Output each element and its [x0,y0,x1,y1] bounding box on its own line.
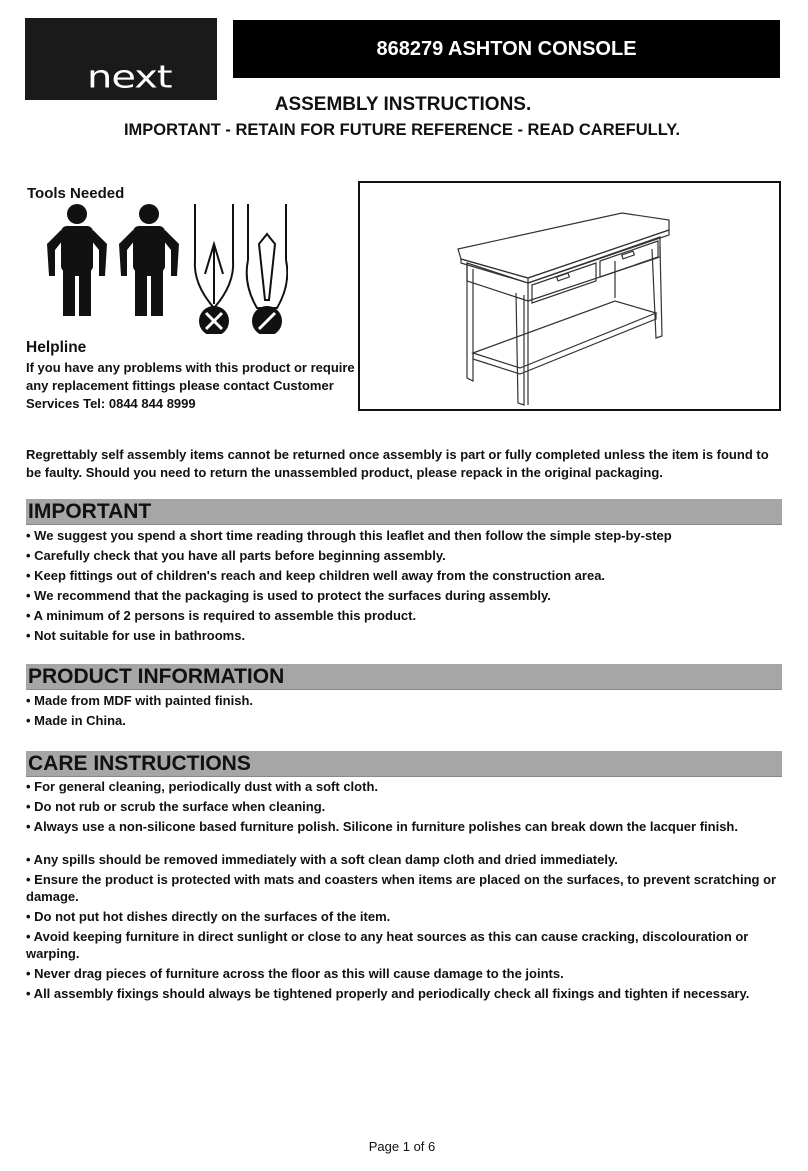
logo-wordmark: next [87,59,172,96]
page-heading: ASSEMBLY INSTRUCTIONS. [274,94,532,115]
page-subheading: IMPORTANT - RETAIN FOR FUTURE REFERENCE - READ CAREFULLY. [123,121,681,139]
important-list [26,527,786,647]
list-item: • Do not rub or scrub the surface when cleaning. [26,799,326,814]
section-title: CARE INSTRUCTIONS [28,752,251,775]
list-item: • Any spills should be removed immediately with a soft clean damp cloth and dried immediately. [26,852,618,867]
list-item: • Keep fittings out of children's reach and keep children well away from the construction area. [26,568,606,583]
list-item: • Never drag pieces of furniture across the floor as this will cause damage to the joints. [26,966,564,981]
person-icon [119,204,179,316]
product-title: 868279 ASHTON CONSOLE [376,37,637,60]
return-notice: Regrettably self assembly items cannot be returned once assembly is part or fully completed unless the item is found to be faulty. Should you need to return the unassembled product, please repack in the original packaging. [26,447,769,480]
next-logo [25,18,217,100]
list-item: • Do not put hot dishes directly on the surfaces of the item. [26,909,391,924]
list-item: • Avoid keeping furniture in direct sunlight or close to any heat sources as this can cause cracking, discolouration or warping. [26,929,749,961]
section-header-important [26,499,782,525]
list-item: • Not suitable for use in bathrooms. [26,628,246,643]
list-item: • All assembly fixings should always be tightened properly and periodically check all fixings and tighten if necessary. [26,986,750,1001]
list-item: • Made in China. [26,713,126,728]
list-item: • We recommend that the packaging is used to protect the surfaces during assembly. [26,588,551,603]
care-instructions-list [26,778,786,1005]
tools-needed-label: Tools Needed [27,185,125,202]
product-title-bar [233,20,780,78]
list-item: • A minimum of 2 persons is required to assemble this product. [26,608,417,623]
page-number: Page 1 of 6 [368,1139,436,1154]
console-table-illustration [358,181,781,411]
helpline-text: If you have any problems with this product or require any replacement fittings please contact Customer Services Tel: 0844 844 8999 [26,360,355,411]
helpline-label: Helpline [26,339,87,356]
section-title: IMPORTANT [28,500,152,523]
section-header-product-information [26,664,782,690]
flat-screwdriver-icon [247,204,288,334]
person-icon [47,204,107,316]
list-item: • We suggest you spend a short time reading through this leaflet and then follow the simple step-by-step [26,528,672,543]
section-title: PRODUCT INFORMATION [28,665,285,688]
section-header-care-instructions [26,751,782,777]
list-item: • Made from MDF with painted finish. [26,693,253,708]
phillips-screwdriver-icon [195,204,233,334]
product-information-list [26,692,786,732]
list-item: • Ensure the product is protected with mats and coasters when items are placed on the surfaces, to prevent scratching or damage. [26,872,777,904]
tools-illustration [43,204,288,339]
list-item: • For general cleaning, periodically dust with a soft cloth. [26,779,378,794]
list-item: • Always use a non-silicone based furniture polish. Silicone in furniture polishes can break down the lacquer finish. [26,819,738,834]
list-item: • Carefully check that you have all parts before beginning assembly. [26,548,446,563]
